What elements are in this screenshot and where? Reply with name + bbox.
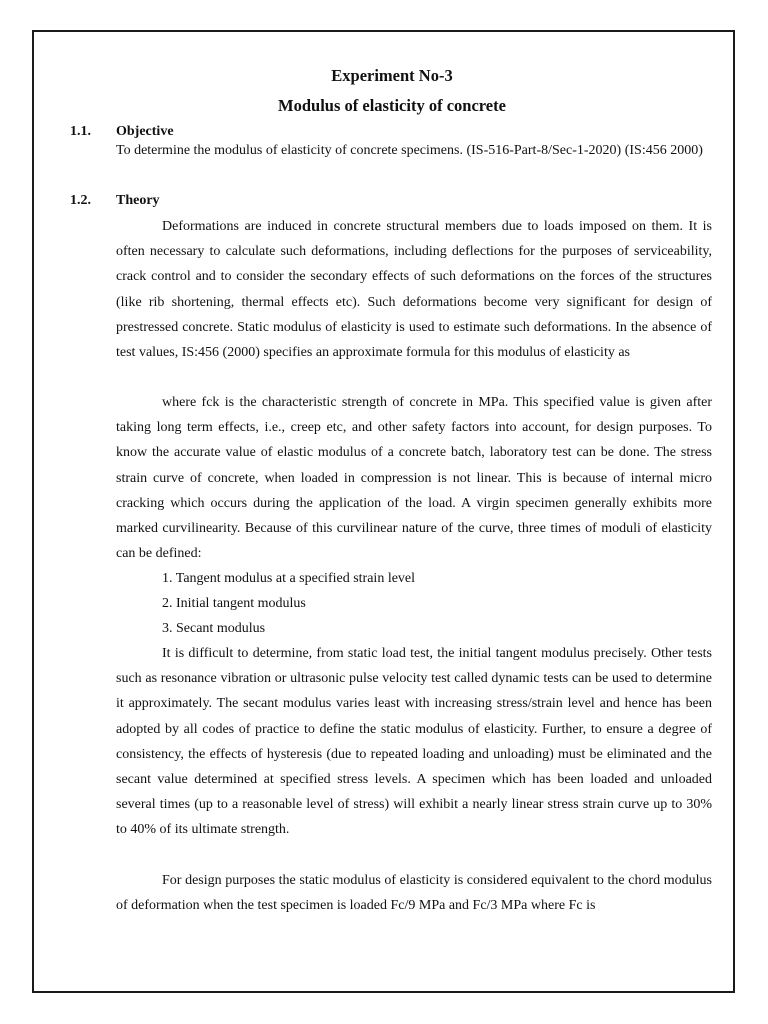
theory-paragraph-2: where fck is the characteristic strength of concrete in MPa. This specified value is given after taking long term effects, i.e., creep etc, and other safety factors into account, for design purposes. To know the accurate value of elastic modulus of a concrete batch, laboratory test can be done. The stress strain curve of concrete, when loaded in compression is not linear. This is because of internal micro cracking which occurs during the application of the load. A virgin specimen generally exhibits more marked curvilinearity. Because of this curvilinear nature of the curve, three times of moduli of elasticity can be defined: <box>116 395 712 562</box>
objective-text: To determine the modulus of elasticity of concrete specimens. (IS-516-Part-8/Sec-1-2020) (IS:456 2000) <box>116 143 703 158</box>
list-item: 1. Tangent modulus at a specified strain level <box>162 571 416 586</box>
section-number-theory: 1.2. <box>70 193 91 208</box>
section-heading-theory: Theory <box>116 193 160 208</box>
section-heading-objective: Objective <box>116 124 174 139</box>
theory-paragraph-3: It is difficult to determine, from static load test, the initial tangent modulus precisely. Other tests such as resonance vibration or ultrasonic pulse velocity test called dynamic tests can be used to determine it approximately. The secant modulus varies least with increasing stress/strain level and hence has been adopted by all codes of practice to define the static modulus of elasticity. Further, to ensure a degree of consistency, the effects of hysteresis (due to repeated loading and unloading) must be eliminated and the secant value determined at specified stress levels. A specimen which has been loaded and unloaded several times (up to a reasonable level of stress) will exhibit a nearly linear stress strain curve up to 30% to 40% of its ultimate strength. <box>116 646 712 838</box>
theory-paragraph-1: Deformations are induced in concrete structural members due to loads imposed on them. It is often necessary to calculate such deformations, including deflections for the purposes of serviceability, crack control and to consider the secondary effects of such deformations on the forces of the structures (like rib shortening, thermal effects etc). Such deformations become very significant for design of prestressed concrete. Static modulus of elasticity is used to estimate such deformations. In the absence of test values, IS:456 (2000) specifies an approximate formula for this modulus of elasticity as <box>116 219 712 361</box>
list-item: 2. Initial tangent modulus <box>162 596 306 612</box>
theory-paragraph-4: For design purposes the static modulus of elasticity is considered equivalent to the chord modulus of deformation when the test specimen is loaded Fc/9 MPa and Fc/3 MPa where Fc is <box>116 873 712 914</box>
list-item: 3. Secant modulus <box>162 621 266 637</box>
document-title: Experiment No-3 <box>331 66 453 85</box>
section-number-objective: 1.1. <box>70 124 91 139</box>
document-subtitle: Modulus of elasticity of concrete <box>278 96 506 115</box>
moduli-list <box>162 566 415 642</box>
